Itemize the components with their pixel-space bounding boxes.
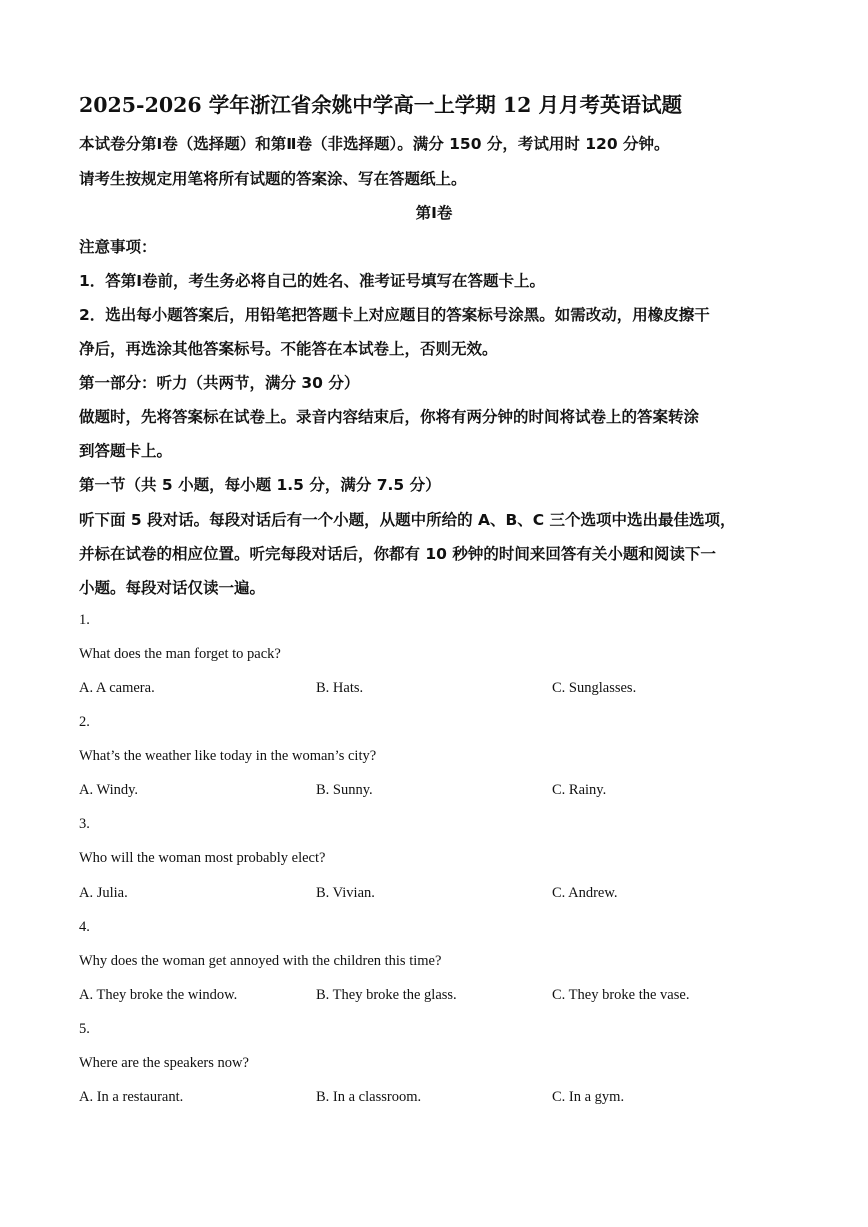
option-a: A. A camera. [79,680,155,696]
question-number: 4. [79,919,90,935]
part1-heading: 第一部分：听力（共两节，满分 30 分） [79,374,360,392]
option-c: C. In a gym. [552,1089,625,1105]
option-b: B. Hats. [316,680,364,696]
question-text: What does the man forget to pack? [79,646,281,662]
question-number: 5. [79,1021,90,1037]
exam-title: 2025-2026 学年浙江省余姚中学高一上学期 12 月月考英语试题 [79,93,683,117]
notes-item-2-line-1: 2．选出每小题答案后，用铅笔把答题卡上对应题目的答案标号涂黑。如需改动，用橡皮擦干 [79,306,710,324]
option-c: C. Sunglasses. [552,680,637,696]
intro-line-2: 请考生按规定用笔将所有试题的答案涂、写在答题纸上。 [79,170,467,188]
option-b: B. They broke the glass. [316,987,457,1003]
notes-heading: 注意事项： [79,238,157,256]
option-b: B. In a classroom. [316,1089,422,1105]
option-a: A. In a restaurant. [79,1089,184,1105]
part1-instruction-line-1: 做题时，先将答案标在试卷上。录音内容结束后，你将有两分钟的时间将试卷上的答案转涂 [79,408,700,426]
question-number: 1. [79,612,90,628]
notes-item-1: 1．答第Ⅰ卷前，考生务必将自己的姓名、准考证号填写在答题卡上。 [79,272,546,290]
part1-instruction-line-2: 到答题卡上。 [79,442,173,460]
section1-instruction-line-2: 并标在试卷的相应位置。听完每段对话后，你都有 10 秒钟的时间来回答有关小题和阅读下一 [79,545,716,563]
question-text: Where are the speakers now? [79,1055,249,1071]
section1-heading: 第一节（共 5 小题，每小题 1.5 分，满分 7.5 分） [79,476,441,494]
question-text: Who will the woman most probably elect? [79,850,326,866]
option-b: B. Vivian. [316,885,375,901]
section1-instruction-line-3: 小题。每段对话仅读一遍。 [79,579,266,597]
option-c: C. Andrew. [552,885,618,901]
option-a: A. They broke the window. [79,987,238,1003]
option-a: A. Windy. [79,782,139,798]
question-text: What’s the weather like today in the woman’s city? [79,748,377,764]
option-b: B. Sunny. [316,782,373,798]
question-number: 3. [79,816,90,832]
question-number: 2. [79,714,90,730]
question-text: Why does the woman get annoyed with the children this time? [79,953,442,969]
option-a: A. Julia. [79,885,128,901]
section1-instruction-line-1: 听下面 5 段对话。每段对话后有一个小题，从题中所给的 A、B、C 三个选项中选出最佳选项， [79,511,736,529]
volume-heading: 第Ⅰ卷 [415,204,453,222]
option-c: C. Rainy. [552,782,607,798]
intro-line-1: 本试卷分第Ⅰ卷（选择题）和第Ⅱ卷（非选择题）。满分 150 分，考试用时 120 分钟。 [79,135,670,153]
option-c: C. They broke the vase. [552,987,690,1003]
notes-item-2-line-2: 净后，再选涂其他答案标号。不能答在本试卷上，否则无效。 [79,340,498,358]
